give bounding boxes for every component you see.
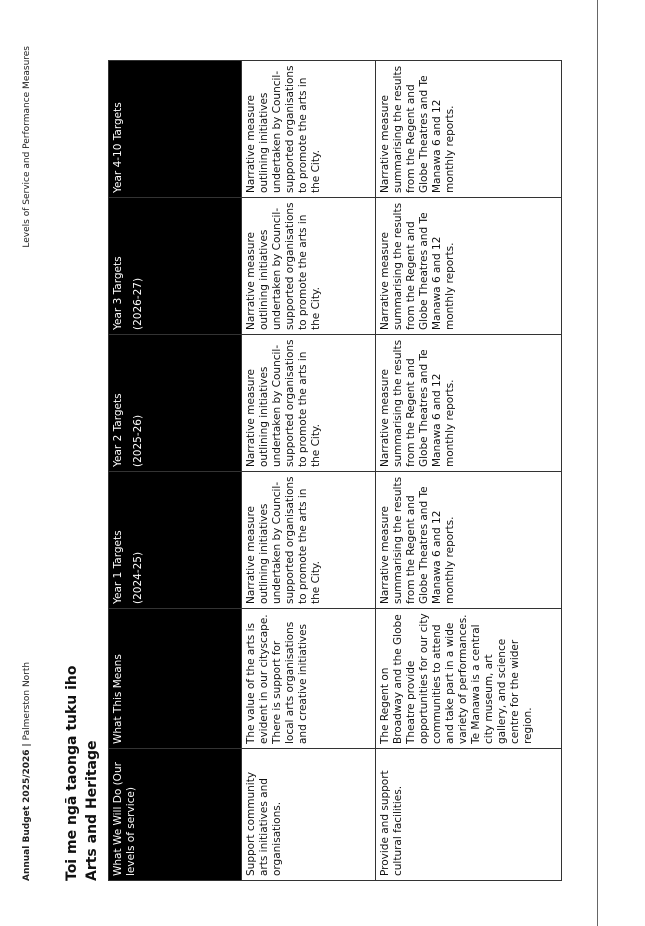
table-header-row	[109, 61, 242, 881]
column-header	[109, 61, 242, 198]
table-row	[376, 61, 562, 881]
column-header	[109, 198, 242, 335]
council-name: Palmerston North	[22, 661, 32, 741]
service-cell: Provide and support cultural facilities.	[376, 749, 562, 881]
year3-target-cell: Narrative measure summarising the results from the Regent and Globe Theatres and Te Manawa 6 and 12 monthly reports.	[376, 198, 562, 335]
year2-target-cell: Narrative measure outlining initiatives undertaken by Council-supported organisations to promote the arts in the City.	[242, 335, 376, 472]
means-cell: The Regent on Broadway and the Globe Theatre provide opportunities for our city communities to attend and take part in a wide variety of performances. Te Manawa is a central city museum, art gallery, and science centre for the wider region.	[376, 609, 562, 749]
column-header-label: What This Means	[112, 654, 124, 744]
column-header-period: (2024-25)	[132, 551, 144, 604]
column-header	[109, 749, 242, 881]
means-cell: The value of the arts is evident in our cityscape. There is support for local arts organisations and creative initiatives	[242, 609, 376, 749]
column-header	[109, 609, 242, 749]
column-header-label: Year 3 Targets	[112, 256, 124, 330]
year1-target-cell: Narrative measure outlining initiatives undertaken by Council-supported organisations to promote the arts in the City.	[242, 472, 376, 609]
table-row	[242, 61, 376, 881]
header-separator: |	[22, 743, 32, 747]
year3-target-cell: Narrative measure outlining initiatives undertaken by Council-supported organisations to promote the arts in the City.	[242, 198, 376, 335]
title-maori: Toi me ngā taonga tuku iho	[64, 665, 80, 881]
column-header-label: Year 1 Targets	[112, 530, 124, 604]
year4-10-target-cell: Narrative measure summarising the results from the Regent and Globe Theatres and Te Manawa 6 and 12 monthly reports.	[376, 61, 562, 198]
column-header	[109, 472, 242, 609]
performance-measures-table	[108, 60, 562, 881]
document-title: Annual Budget 2025/2026	[22, 749, 32, 881]
margin-rule	[597, 0, 598, 926]
column-header	[109, 335, 242, 472]
section-title: Levels of Service and Performance Measures	[22, 46, 32, 248]
running-header	[22, 662, 32, 881]
year2-target-cell: Narrative measure summarising the results from the Regent and Globe Theatres and Te Manawa 6 and 12 monthly reports.	[376, 335, 562, 472]
column-header-label: Year 2 Targets	[112, 393, 124, 467]
column-header-label: What We Will Do (Our levels of service)	[112, 762, 137, 876]
title-english: Arts and Heritage	[84, 740, 100, 881]
service-cell: Support community arts initiatives and organisations.	[242, 749, 376, 881]
column-header-period: (2026-27)	[132, 277, 144, 330]
column-header-label: Year 4-10 Targets	[112, 102, 124, 193]
page-title	[62, 665, 102, 881]
year4-10-target-cell: Narrative measure outlining initiatives undertaken by Council-supported organisations to promote the arts in the City.	[242, 61, 376, 198]
year1-target-cell: Narrative measure summarising the results from the Regent and Globe Theatres and Te Manawa 6 and 12 monthly reports.	[376, 472, 562, 609]
column-header-period: (2025-26)	[132, 414, 144, 467]
